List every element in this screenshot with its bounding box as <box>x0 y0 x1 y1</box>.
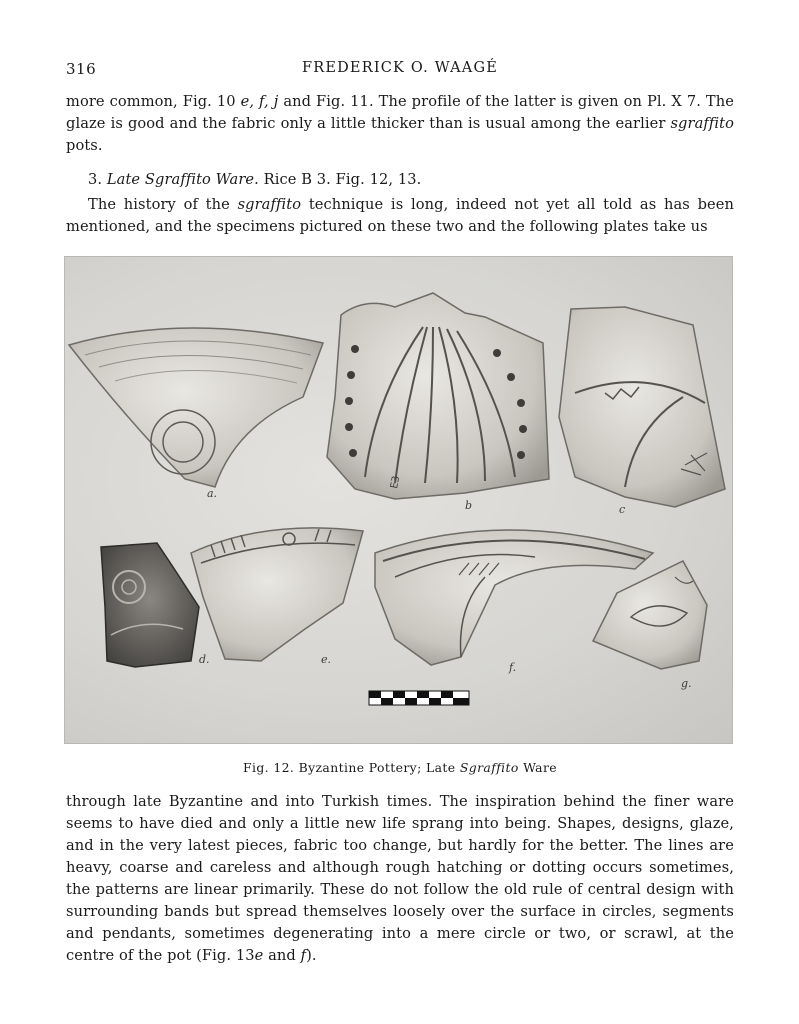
p1-text-a: more common, Fig. 10 <box>66 93 236 110</box>
label-e: e. <box>321 653 332 666</box>
p1-italic-j: j <box>273 93 279 110</box>
sherd-c <box>559 307 725 516</box>
p1-italic-sgraffito: sgraffito <box>670 115 734 132</box>
p1-text-d: pots. <box>66 137 103 154</box>
paragraph-continuation <box>66 91 734 157</box>
label-b: b <box>465 499 473 512</box>
label-a: a. <box>207 487 218 500</box>
p1-italic-e: e, <box>240 93 255 110</box>
p2-text-a: The history of the <box>88 196 230 213</box>
sherd-e <box>191 528 363 666</box>
p2-italic-sgraffito: sgraffito <box>237 196 302 213</box>
sherd-g <box>593 561 707 690</box>
running-title-author: FREDERICK O. WAAGÉ <box>301 60 499 76</box>
section-number: 3. <box>88 171 103 188</box>
caption-prefix: Fig. 12. Byzantine Pottery; Late <box>242 760 456 775</box>
p2-text-b: technique is long, indeed not yet all told as has been mentioned, and the specimens pictured on these two and the following plates take us <box>66 196 734 235</box>
sherd-a <box>69 328 323 500</box>
p3-text: through late Byzantine and into Turkish times. The inspiration behind the finer ware seems to have died and only a little new life sprang into being. Shapes, designs, glaze, and in the very latest pieces, fabric too change, but hardly for the better. The lines are heavy, coarse and careless and although rough hatching or dotting occurs sometimes, the patterns are linear primarily. These do not follow the old rule of central design with surrounding bands but spread themselves loosely over the surface in circles, segments and pendants, sometimes degenerating into a mere circle or two, or scrawl, at the centre of the pot (Fig. 13 <box>66 793 734 964</box>
scale-bar <box>369 691 469 705</box>
caption-suffix: Ware <box>523 760 558 775</box>
figure-photograph <box>64 256 733 744</box>
page-number: 316 <box>66 60 97 78</box>
label-g: g. <box>681 677 692 690</box>
paragraph-late-ware <box>66 791 734 967</box>
p3-italic-e: e <box>254 947 264 964</box>
paragraph-history <box>66 194 734 238</box>
p1-text-b: and Fig. 11. The profile of the latter is given on Pl. X 7. <box>283 93 701 110</box>
pottery-sherds-illustration <box>65 257 733 744</box>
p1-text-c: The glaze is good and the fabric only a little thicker than is usual among the earlier <box>66 93 734 132</box>
section-reference: Rice B 3. Fig. 12, 13. <box>263 171 422 188</box>
label-d: d. <box>199 653 210 666</box>
label-f: f. <box>509 661 517 674</box>
p3-and: and <box>268 947 296 964</box>
label-c: c <box>619 503 626 516</box>
sherd-b <box>327 293 549 512</box>
sherd-inscription: E3 <box>389 475 403 490</box>
running-head <box>66 60 734 82</box>
caption-italic: Sgraffito <box>459 760 519 775</box>
p1-italic-f: f, <box>259 93 269 110</box>
section-heading <box>88 169 688 191</box>
sherd-f <box>375 530 653 674</box>
section-title: Late Sgraffito Ware. <box>106 171 259 188</box>
figure-caption <box>66 760 734 775</box>
p3-end: ). <box>306 947 317 964</box>
p3-italic-f: f <box>300 947 307 964</box>
